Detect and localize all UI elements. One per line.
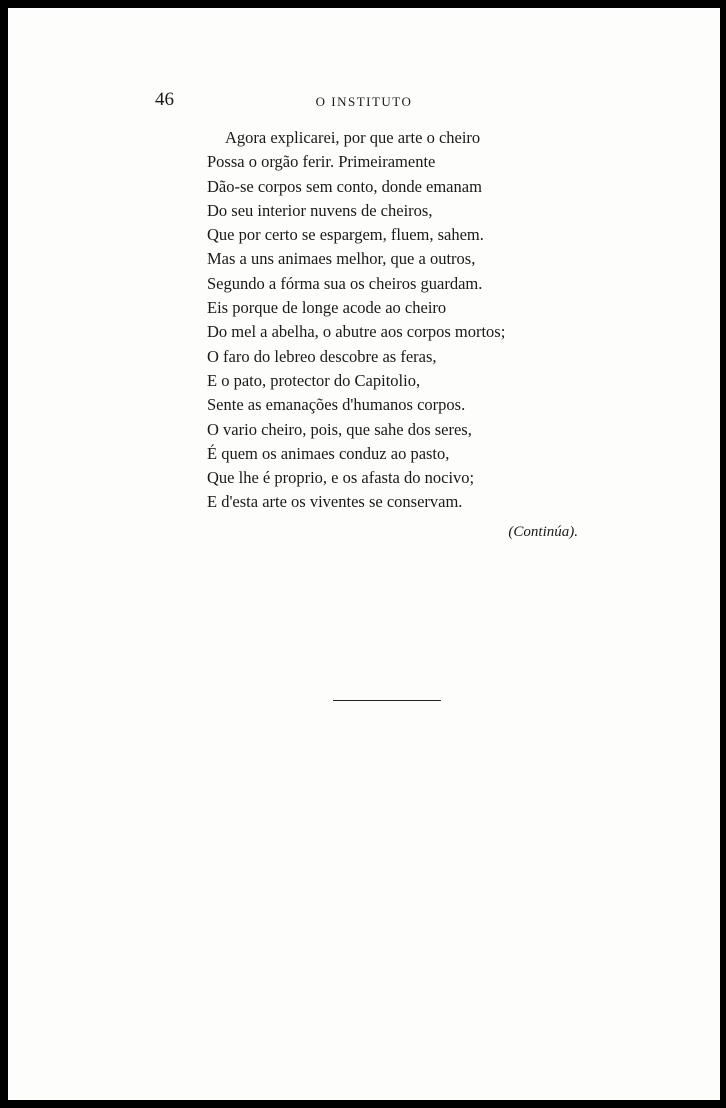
poem-line: Dão-se corpos sem conto, donde emanam (207, 176, 482, 196)
poem-line: Eis porque de longe acode ao cheiro (207, 298, 447, 318)
page-number: 46 (155, 89, 174, 110)
poem-line: Segundo a fórma sua os cheiros guardam. (207, 273, 483, 293)
page (8, 8, 720, 1100)
poem-line: É quem os animaes conduz ao pasto, (207, 443, 450, 463)
poem-line: Do mel a abelha, o abutre aos corpos mortos; (207, 322, 506, 342)
poem-line: O faro do lebreo descobre as feras, (207, 346, 437, 366)
poem-line: E d'esta arte os viventes se conservam. (207, 492, 463, 512)
poem-line: Mas a uns animaes melhor, que a outros, (207, 249, 476, 269)
poem (207, 126, 607, 515)
poem-line: Agora explicarei, por que arte o cheiro (225, 128, 481, 147)
running-title: O INSTITUTO (315, 94, 413, 109)
poem-line: Que por certo se espargem, fluem, sahem. (207, 225, 484, 245)
poem-line: Que lhe é proprio, e os afasta do nocivo; (207, 468, 475, 488)
poem-line: Sente as emanações d'humanos corpos. (207, 395, 466, 415)
poem-line: E o pato, protector do Capitolio, (207, 370, 421, 390)
section-divider (333, 700, 441, 701)
poem-line: O vario cheiro, pois, que sahe dos seres, (207, 419, 472, 439)
continuation-note: (Continúa). (508, 524, 578, 540)
poem-line: Possa o orgão ferir. Primeiramente (207, 152, 436, 172)
poem-line: Do seu interior nuvens de cheiros, (207, 200, 433, 220)
